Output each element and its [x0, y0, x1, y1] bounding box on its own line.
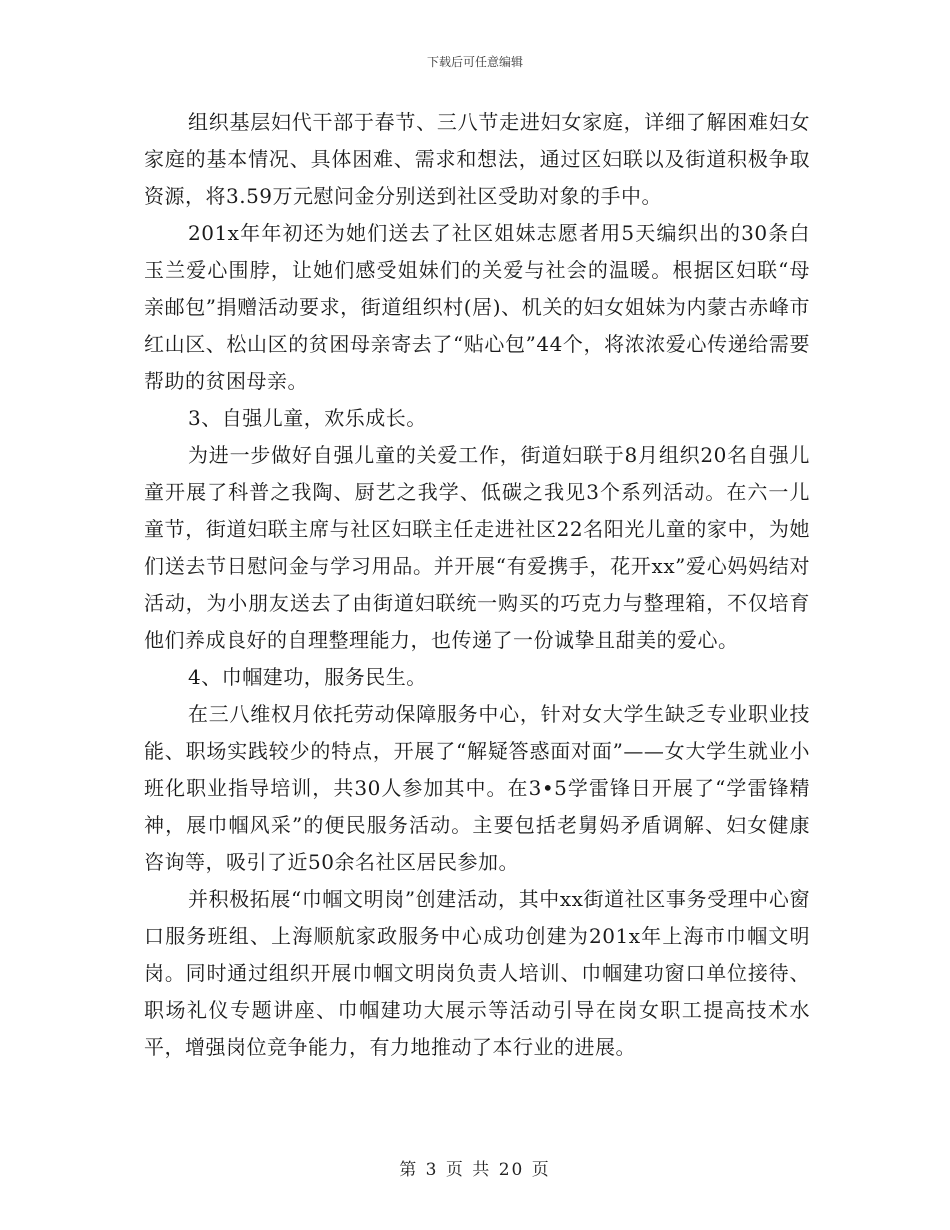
paragraph-3: 为进一步做好自强儿童的关爱工作，街道妇联于8月组织20名自强儿童开展了科普之我陶、厨艺之我学、低碳之我见3个系列活动。在六一儿童节，街道妇联主席与社区妇联主任走进社区22名阳光儿童的家中，为她们送去节日慰问金与学习用品。并开展“有爱携手，花开xx”爱心妈妈结对活动，为小朋友送去了由街道妇联统一购买的巧克力与整理箱，不仅培育他们养成良好的自理整理能力，也传递了一份诚挚且甜美的爱心。 — [144, 443, 810, 652]
page-number-footer: 第 3 页 共 20 页 — [399, 1160, 551, 1180]
paragraph-2: 201x年年初还为她们送去了社区姐妹志愿者用5天编织出的30条白玉兰爱心围脖，让她们感受姐妹们的关爱与社会的温暖。根据区妇联“母亲邮包”捐赠活动要求，街道组织村(居)、机关的妇女姐妹为内蒙古赤峰市红山区、松山区的贫困母亲寄去了“贴心包”44个，将浓浓爱心传递给需要帮助的贫困母亲。 — [144, 221, 810, 393]
paragraph-5: 并积极拓展“巾帼文明岗”创建活动，其中xx街道社区事务受理中心窗口服务班组、上海顺航家政服务中心成功创建为201x年上海市巾帼文明岗。同时通过组织开展巾帼文明岗负责人培训、巾帼建功窗口单位接待、职场礼仪专题讲座、巾帼建功大展示等活动引导在岗女职工提高技术水平，增强岗位竞争能力，有力地推动了本行业的进展。 — [144, 887, 810, 1059]
section-heading-4: 4、巾帼建功，服务民生。 — [188, 665, 427, 689]
paragraph-4: 在三八维权月依托劳动保障服务中心，针对女大学生缺乏专业职业技能、职场实践较少的特点，开展了“解疑答惑面对面”——女大学生就业小班化职业指导培训，共30人参加其中。在3•5学雷锋日开展了“学雷锋精神，展巾帼风采”的便民服务活动。主要包括老舅妈矛盾调解、妇女健康咨询等，吸引了近50余名社区居民参加。 — [144, 702, 810, 874]
document-body — [144, 104, 810, 1066]
page-header: 下载后可任意编辑 — [426, 55, 523, 69]
section-heading-3: 3、自强儿童，欢乐成长。 — [188, 406, 427, 430]
paragraph-1: 组织基层妇代干部于春节、三八节走进妇女家庭，详细了解困难妇女家庭的基本情况、具体困难、需求和想法，通过区妇联以及街道积极争取资源，将3.59万元慰问金分别送到社区受助对象的手中。 — [144, 110, 810, 208]
